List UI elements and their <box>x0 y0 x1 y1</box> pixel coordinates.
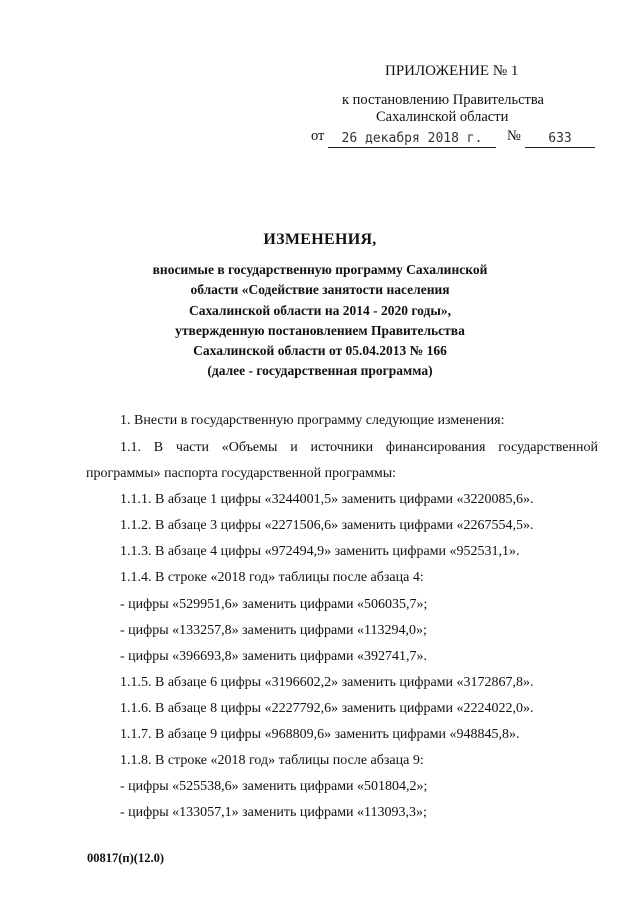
document-code: 00817(п)(12.0) <box>87 851 164 865</box>
body-line: 1.1.3. В абзаце 4 цифры «972494,9» заменить цифрами «952531,1». <box>120 544 520 559</box>
appendix-heading: ПРИЛОЖЕНИЕ № 1 <box>385 63 519 79</box>
region-name: Сахалинской области <box>376 109 509 125</box>
number-underline <box>525 147 595 148</box>
subtitle-line: Сахалинской области от 05.04.2013 № 166 <box>193 343 447 359</box>
subtitle-line: утвержденную постановлением Правительства <box>175 322 465 338</box>
number-label: № <box>507 128 521 144</box>
body-line: - цифры «133257,8» заменить цифрами «113294,0»; <box>120 623 427 638</box>
body-line: 1.1.7. В абзаце 9 цифры «968809,6» заменить цифрами «948845,8». <box>120 727 520 742</box>
body-line: 1. Внести в государственную программу следующие изменения: <box>120 413 505 428</box>
resolution-reference: к постановлению Правительства <box>342 92 544 108</box>
body-line: - цифры «525538,6» заменить цифрами «501804,2»; <box>120 779 428 794</box>
resolution-date: 26 декабря 2018 г. <box>341 131 483 146</box>
body-line: - цифры «133057,1» заменить цифрами «113093,3»; <box>120 805 427 820</box>
body-line: - цифры «396693,8» заменить цифрами «392741,7». <box>120 649 428 664</box>
body-line: 1.1.8. В строке «2018 год» таблицы после абзаца 9: <box>120 753 424 768</box>
subtitle-line: вносимые в государственную программу Сахалинской <box>152 262 488 277</box>
resolution-number: 633 <box>548 131 572 146</box>
body-line: 1.1.4. В строке «2018 год» таблицы после абзаца 4: <box>120 570 424 585</box>
subtitle-line: (далее - государственная программа) <box>207 363 433 379</box>
from-label: от <box>311 128 325 144</box>
body-line: 1.1.5. В абзаце 6 цифры «3196602,2» заменить цифрами «3172867,8». <box>120 675 534 690</box>
body-line: 1.1.2. В абзаце 3 цифры «2271506,6» заменить цифрами «2267554,5». <box>120 518 534 533</box>
body-line: 1.1. В части «Объемы и источники финансирования государственной <box>120 440 598 455</box>
body-line: программы» паспорта государственной программы: <box>86 466 397 481</box>
date-underline <box>328 147 496 148</box>
subtitle-line: Сахалинской области на 2014 - 2020 годы», <box>188 302 451 318</box>
subtitle-line: области «Содействие занятости населения <box>190 282 450 298</box>
document-subtitle <box>130 260 510 382</box>
document-title: ИЗМЕНЕНИЯ, <box>263 231 377 248</box>
body-line: - цифры «529951,6» заменить цифрами «506035,7»; <box>120 597 428 612</box>
body-line: 1.1.1. В абзаце 1 цифры «3244001,5» заменить цифрами «3220085,6». <box>120 492 534 507</box>
body-line: 1.1.6. В абзаце 8 цифры «2227792,6» заменить цифрами «2224022,0». <box>120 701 534 716</box>
